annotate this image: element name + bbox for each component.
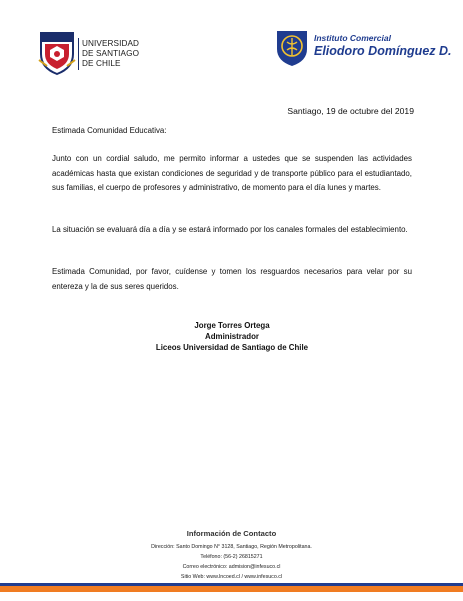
university-name-line: UNIVERSIDAD [82,39,140,48]
institute-name-line2: Eliodoro Domínguez D. [314,44,452,58]
letter-date: Santiago, 19 de octubre del 2019 [287,106,414,116]
university-name [82,39,139,69]
contact-footer [0,528,463,582]
signature-role: Administrador [205,332,259,341]
institute-name-line1: Instituto Comercial [314,33,391,43]
letter-salutation: Estimada Comunidad Educativa: [52,126,167,135]
signature-organization: Liceos Universidad de Santiago de Chile [155,343,309,352]
university-crest-icon [37,30,77,76]
signature-block [52,320,412,353]
letter-paragraph: Junto con un cordial saludo, me permito informar a ustedes que se suspenden las actividades académicas hasta que existan condiciones de seguridad y de transporte público para el estudiantado, sus familias, el cuerpo de profesores y administrativo, de momento para el día lunes y martes. [52,154,412,192]
institute-name [314,33,452,58]
footer-title: Información de Contacto [186,529,277,538]
letterhead [0,0,463,90]
university-name-line: DE CHILE [82,59,121,68]
letter-paragraph: La situación se evaluará día a día y se estará informado por los canales formales del establecimiento. [52,225,408,234]
divider [78,38,79,70]
letter-paragraph: Estimada Comunidad, por favor, cuídense y tomen los resguardos necesarios para velar por su entereza y la de sus seres queridos. [52,267,412,291]
footer-email: Correo electrónico: admision@infesuco.cl [182,564,281,570]
footer-bar-orange [0,586,463,592]
signature-name: Jorge Torres Ortega [194,321,270,330]
footer-phone: Teléfono: (56-2) 26815271 [200,554,263,560]
footer-website: Sitio Web: www.lncoed.cl / www.infesuco.cl [180,574,283,580]
university-name-line: DE SANTIAGO [82,49,140,58]
footer-address: Dirección: Santo Domingo N° 3128, Santiago, Región Metropolitana. [151,544,312,550]
institute-seal-icon [275,29,309,67]
